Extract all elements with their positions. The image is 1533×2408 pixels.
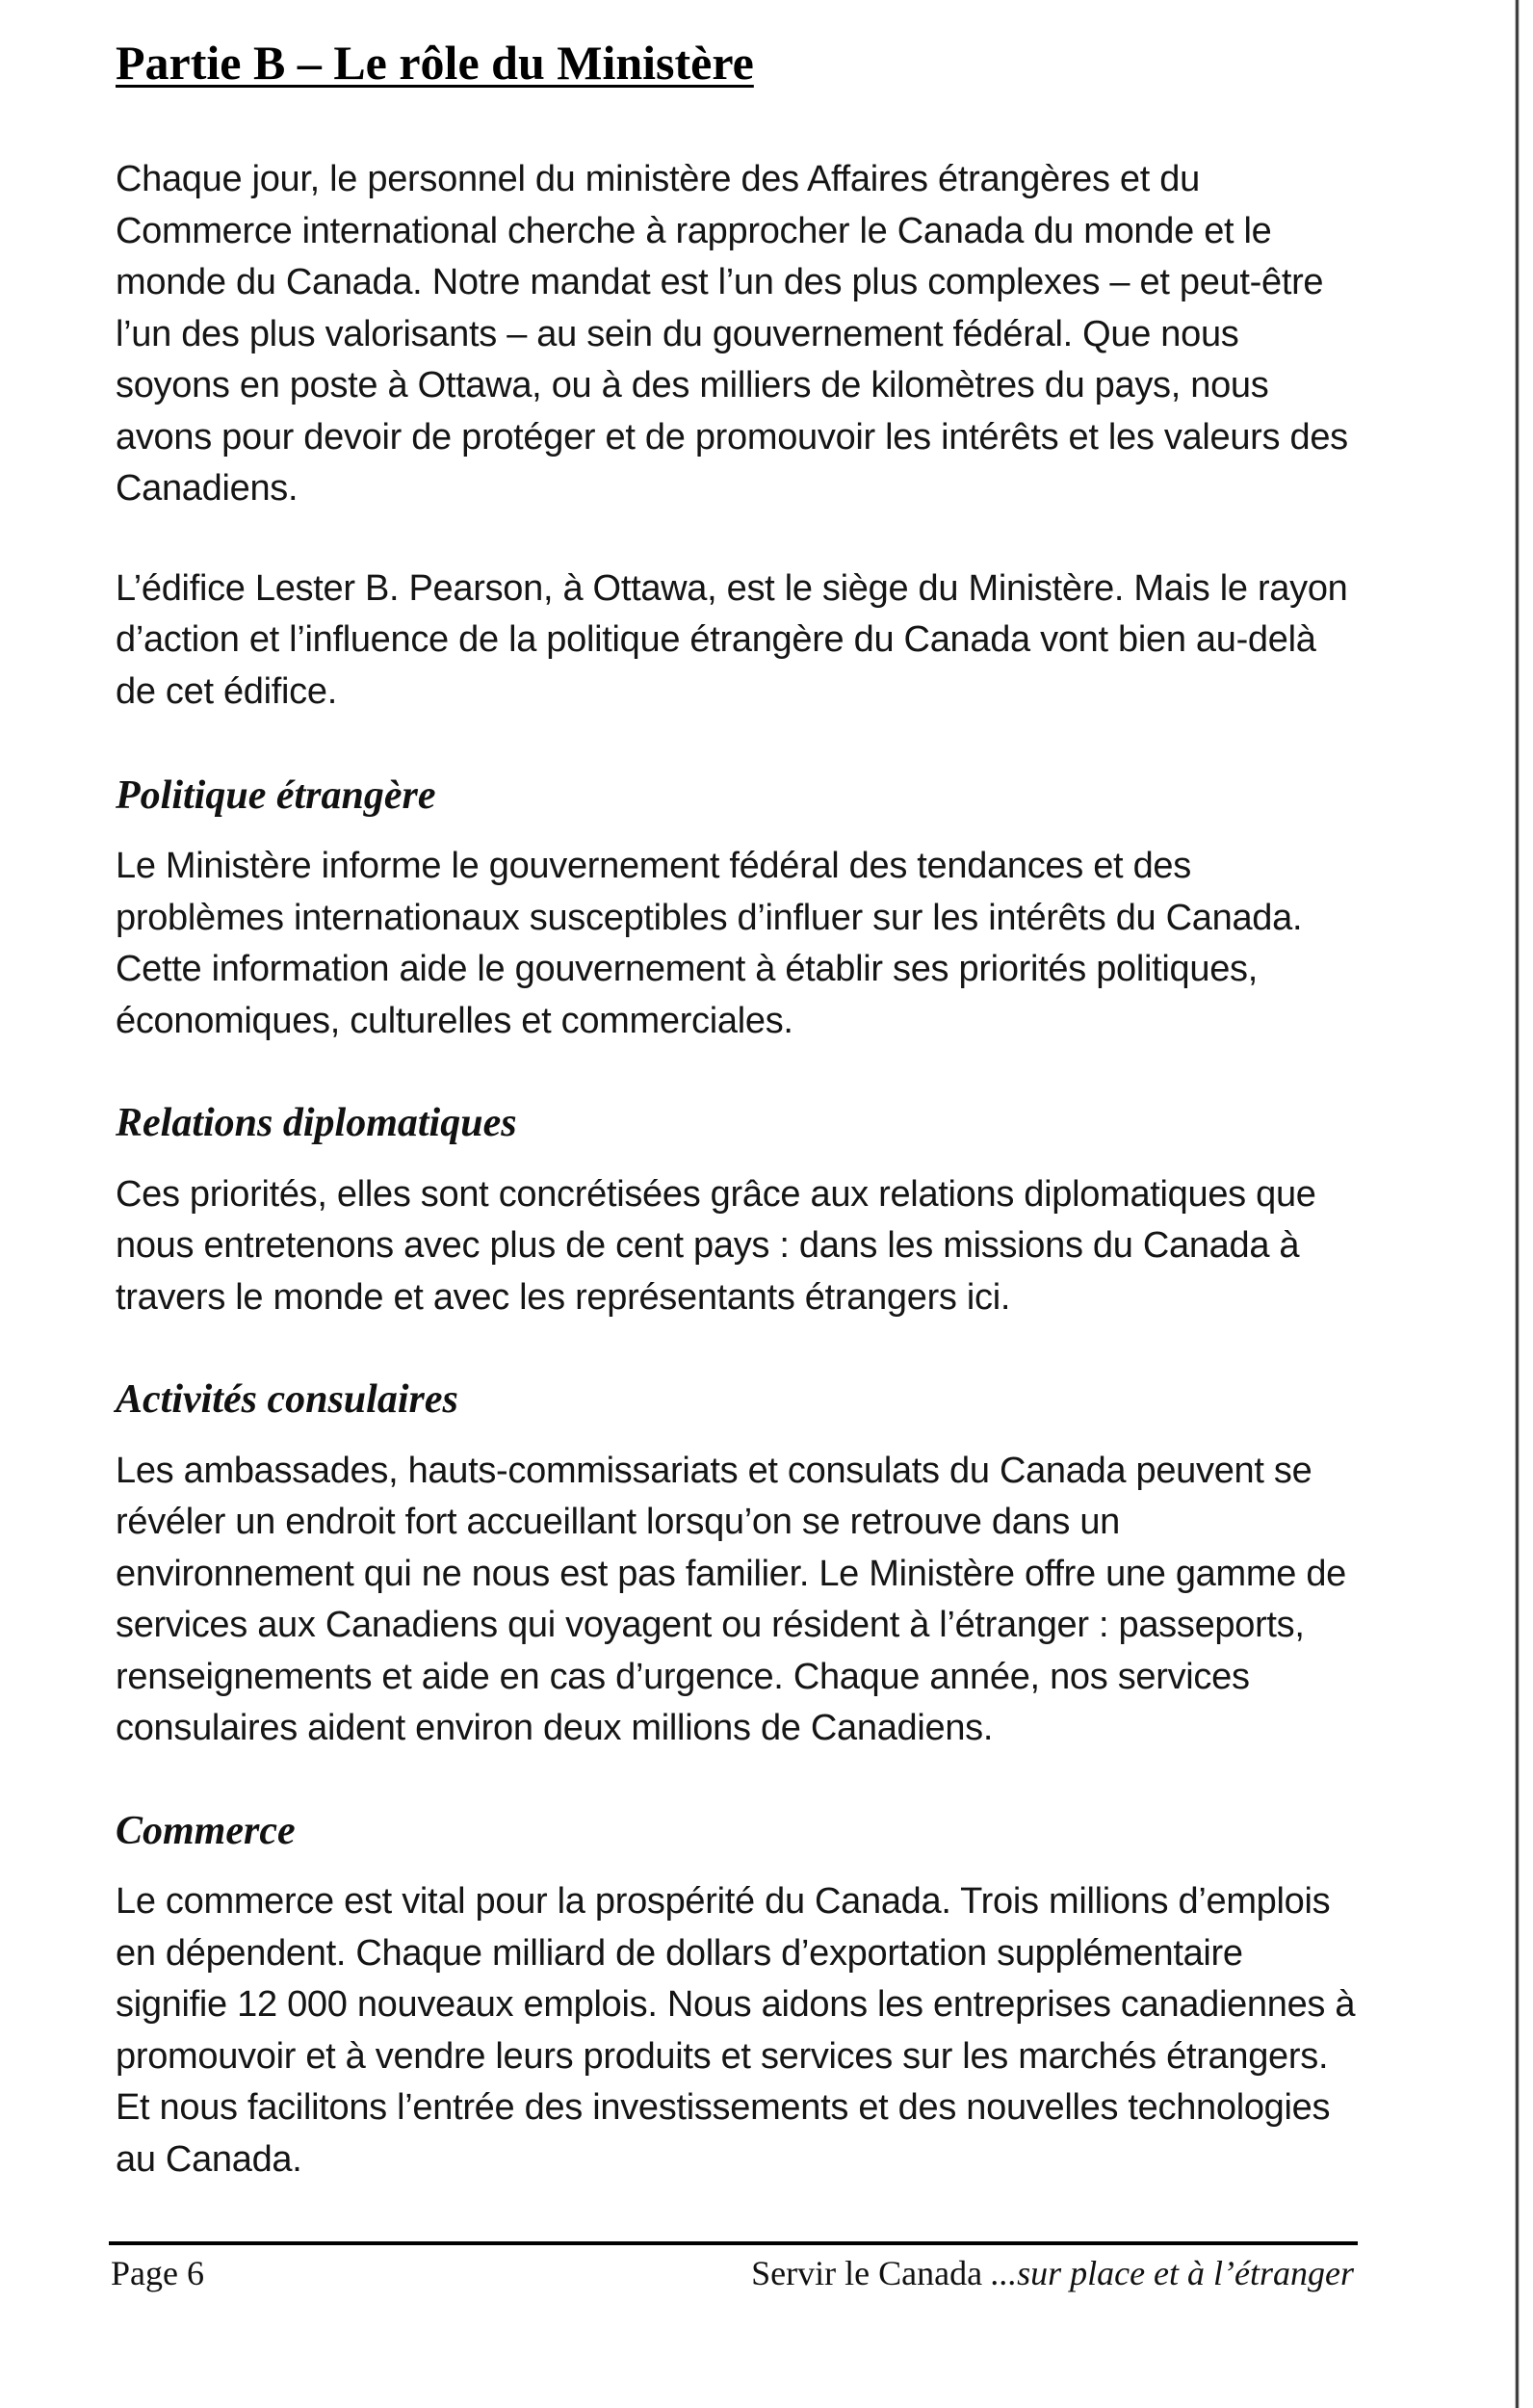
scan-edge-line: [1515, 0, 1520, 2408]
section-paragraph-activites-consulaires: Les ambassades, hauts-commissariats et consulats du Canada peuvent se révéler un endroit fort accueillant lorsqu’on se retrouve dans un environnement qui ne nous est pas familier. Le Ministère offre une gamme de services aux Canadiens qui voyagent ou résident à l’étranger : passeports, renseignements et aide en cas d’urgence. Chaque année, nos services consulaires aident environ deux millions de Canadiens.: [116, 1450, 1346, 1749]
section-heading-relations-diplomatiques: Relations diplomatiques: [116, 1101, 517, 1146]
intro-paragraph-1: Chaque jour, le personnel du ministère des Affaires étrangères et du Commerce international cherche à rapprocher le Canada du monde et le monde du Canada. Notre mandat est l’un des plus complexes – et peut-être l’un des plus valorisants – au sein du gouvernement fédéral. Que nous soyons en poste à Ottawa, ou à des milliers de kilomètres du pays, nous avons pour devoir de protéger et de promouvoir les intérêts et les valeurs des Canadiens.: [116, 159, 1348, 509]
section-paragraph-commerce: Le commerce est vital pour la prospérité du Canada. Trois millions d’emplois en dépendent. Chaque milliard de dollars d’exportation supplémentaire signifie 12 000 nouveaux emplois. Nous aidons les entreprises canadiennes à promouvoir et à vendre leurs produits et services sur les marchés étrangers. Et nous facilitons l’entrée des investissements et des nouvelles technologies au Canada.: [116, 1881, 1356, 2180]
section-paragraph-relations-diplomatiques: Ces priorités, elles sont concrétisées grâce aux relations diplomatiques que nous entretenons avec plus de cent pays : dans les missions du Canada à travers le monde et avec les représentants étrangers ici.: [116, 1173, 1316, 1318]
footer-divider: [109, 2241, 1358, 2245]
section-heading-politique-etrangere: Politique étrangère: [116, 773, 436, 818]
footer-publication-tagline: ...sur place et à l’étranger: [991, 2254, 1354, 2292]
section-heading-activites-consulaires: Activités consulaires: [116, 1377, 458, 1423]
section-heading-commerce: Commerce: [116, 1808, 296, 1853]
page-title: Partie B – Le rôle du Ministère: [116, 36, 754, 90]
footer-publication: [751, 2251, 1354, 2296]
section-paragraph-politique-etrangere: Le Ministère informe le gouvernement fédéral des tendances et des problèmes internationaux susceptibles d’influer sur les intérêts du Canada. Cette information aide le gouvernement à établir ses priorités politiques, économiques, culturelles et commerciales.: [116, 846, 1303, 1041]
footer-publication-title: Servir le Canada: [751, 2254, 983, 2292]
footer-page-number: Page 6: [111, 2254, 204, 2292]
document-body: [116, 154, 1358, 2186]
intro-paragraph-2: L’édifice Lester B. Pearson, à Ottawa, est le siège du Ministère. Mais le rayon d’action et l’influence de la politique étrangère du Canada vont bien au-delà de cet édifice.: [116, 567, 1348, 712]
